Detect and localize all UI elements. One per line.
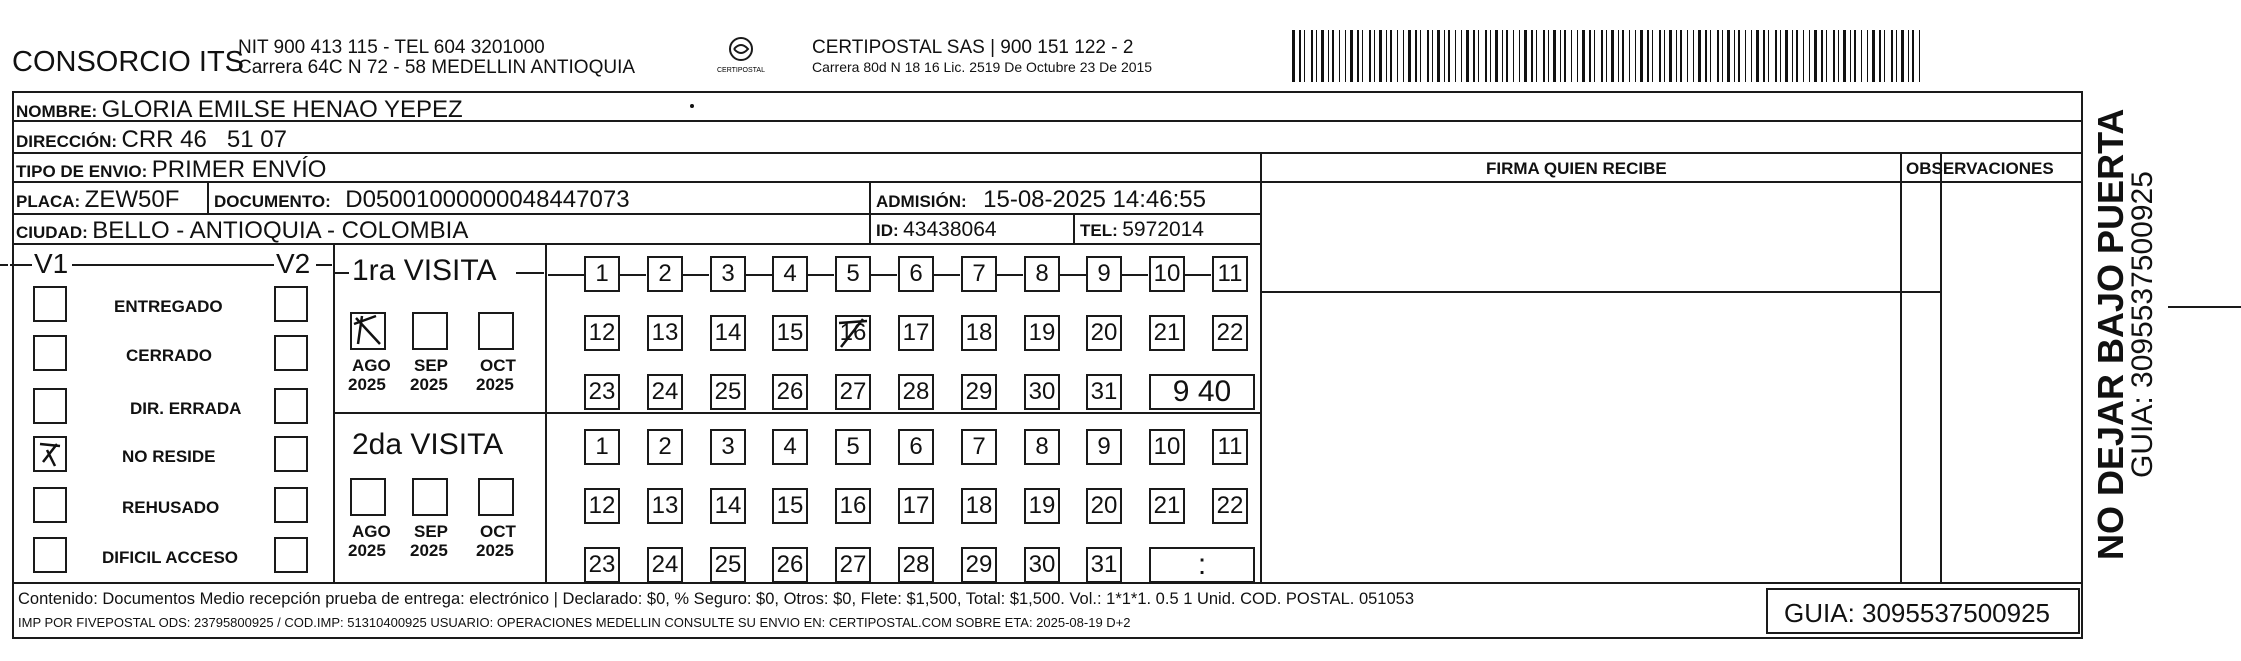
year-label: 2025 xyxy=(410,375,448,394)
v2-checkbox[interactable] xyxy=(274,286,308,322)
day-box[interactable]: 26 xyxy=(772,547,808,583)
v1-checkbox[interactable] xyxy=(33,436,67,472)
day-box[interactable]: 2 xyxy=(647,256,683,292)
month-checkbox[interactable] xyxy=(478,312,514,350)
month-label: SEP xyxy=(414,356,449,375)
tel-row xyxy=(1080,219,1204,240)
v1-checkbox[interactable] xyxy=(33,537,67,573)
day-box[interactable]: 15 xyxy=(772,488,808,524)
direccion-label: DIRECCIÓN: xyxy=(16,132,118,151)
day-dash xyxy=(1122,274,1148,276)
day-box[interactable]: 23 xyxy=(584,547,620,583)
dot-mark xyxy=(690,104,694,108)
day-box[interactable]: 22 xyxy=(1212,315,1248,351)
documento-value: D05001000000048447073 xyxy=(345,186,630,213)
day-box[interactable]: 9 xyxy=(1086,429,1122,465)
day-box[interactable]: 7 xyxy=(961,429,997,465)
day-dash xyxy=(1060,274,1086,276)
day-box[interactable]: 24 xyxy=(647,547,683,583)
month-label: AGO xyxy=(352,522,391,541)
day-box[interactable]: 18 xyxy=(961,488,997,524)
day-box[interactable]: 9 xyxy=(1086,256,1122,292)
placa-value: ZEW50F xyxy=(84,186,180,213)
admision-row xyxy=(876,188,1206,212)
direccion-value: CRR 46 51 07 xyxy=(121,126,287,153)
year-label: 2025 xyxy=(476,375,514,394)
day-box[interactable]: 5 xyxy=(835,256,871,292)
status-label: NO RESIDE xyxy=(122,447,216,466)
day-box[interactable]: 5 xyxy=(835,429,871,465)
month-checkbox[interactable] xyxy=(350,478,386,516)
day-box[interactable]: 10 xyxy=(1149,256,1185,292)
ciudad-value: BELLO - ANTIOQUIA - COLOMBIA xyxy=(92,217,469,244)
day-box[interactable]: 20 xyxy=(1086,315,1122,351)
certipostal-logo xyxy=(706,36,776,76)
year-label: 2025 xyxy=(410,541,448,560)
day-box[interactable]: 10 xyxy=(1149,429,1185,465)
status-label: ENTREGADO xyxy=(114,297,223,316)
month-checkbox[interactable] xyxy=(412,312,448,350)
side-guia: GUIA: 3095537500925 xyxy=(2126,171,2159,478)
day-box[interactable]: 7 xyxy=(961,256,997,292)
month-label: AGO xyxy=(352,356,391,375)
day-box[interactable]: 15 xyxy=(772,315,808,351)
day-box[interactable]: 11 xyxy=(1212,429,1248,465)
day-box[interactable]: 14 xyxy=(710,315,746,351)
day-box[interactable]: 28 xyxy=(898,374,934,410)
guia-box xyxy=(1766,588,2080,634)
day-box[interactable]: 8 xyxy=(1024,429,1060,465)
v2-checkbox[interactable] xyxy=(274,436,308,472)
company-address: Carrera 64C N 72 - 58 MEDELLIN ANTIOQUIA xyxy=(238,57,636,78)
v1-checkbox[interactable] xyxy=(33,388,67,424)
day-mark-icon xyxy=(837,317,869,349)
nombre-label: NOMBRE: xyxy=(16,102,98,121)
day-box[interactable]: 21 xyxy=(1149,315,1185,351)
day-box[interactable]: 16 xyxy=(835,315,871,351)
day-box[interactable]: 3 xyxy=(710,256,746,292)
day-dash xyxy=(934,274,960,276)
month-label: SEP xyxy=(414,522,449,541)
day-dash xyxy=(808,274,834,276)
ciudad-label: CIUDAD: xyxy=(16,223,88,242)
day-box[interactable]: 13 xyxy=(647,488,683,524)
v2-checkbox[interactable] xyxy=(274,335,308,371)
time-box[interactable]: 9 40 xyxy=(1149,374,1255,410)
second-visit-title: 2da VISITA xyxy=(352,428,504,461)
tipo-value: PRIMER ENVÍO xyxy=(151,156,327,183)
tipo-label: TIPO DE ENVIO: xyxy=(16,162,148,181)
logo-text: CERTIPOSTAL xyxy=(717,67,765,74)
first-visit-title: 1ra VISITA xyxy=(352,254,497,287)
nombre-value: GLORIA EMILSE HENAO YEPEZ xyxy=(101,96,463,123)
documento-row xyxy=(214,188,630,212)
day-box[interactable]: 3 xyxy=(710,429,746,465)
day-box[interactable]: 27 xyxy=(835,374,871,410)
v1-checkbox[interactable] xyxy=(33,487,67,523)
month-checkbox[interactable] xyxy=(350,312,386,350)
day-box[interactable]: 17 xyxy=(898,315,934,351)
status-label: CERRADO xyxy=(126,346,212,365)
placa-row xyxy=(16,188,179,212)
v2-checkbox[interactable] xyxy=(274,537,308,573)
barcode xyxy=(1292,30,1924,82)
day-box[interactable]: 13 xyxy=(647,315,683,351)
v2-checkbox[interactable] xyxy=(274,388,308,424)
carrier-name: CERTIPOSTAL SAS | 900 151 122 - 2 xyxy=(812,37,1134,58)
day-box[interactable]: 22 xyxy=(1212,488,1248,524)
direccion-row xyxy=(16,128,287,152)
day-box[interactable]: 4 xyxy=(772,429,808,465)
month-checkbox[interactable] xyxy=(478,478,514,516)
day-dash xyxy=(683,274,709,276)
day-box[interactable]: 29 xyxy=(961,374,997,410)
day-box[interactable]: 1 xyxy=(584,429,620,465)
company-name: CONSORCIO ITS xyxy=(12,46,245,78)
v2-checkbox[interactable] xyxy=(274,487,308,523)
day-box[interactable]: 25 xyxy=(710,374,746,410)
day-dash xyxy=(548,274,584,276)
footer-contenido: Contenido: Documentos Medio recepción prueba de entrega: electrónico | Declarado: $0, % Seguro: $0, Otros: $0, Flete: $1,500, Total: $1,500. Vol.: 1*1*1. 0.5 1 Unid. COD. POSTAL. 051053 xyxy=(18,590,1415,608)
status-label: REHUSADO xyxy=(122,498,220,517)
day-box[interactable]: 31 xyxy=(1086,374,1122,410)
year-label: 2025 xyxy=(348,375,386,394)
day-box[interactable]: 12 xyxy=(584,315,620,351)
day-box[interactable]: 28 xyxy=(898,547,934,583)
year-label: 2025 xyxy=(476,541,514,560)
status-label: DIR. ERRADA xyxy=(130,399,242,418)
month-label: OCT xyxy=(480,356,516,375)
month-label: OCT xyxy=(480,522,516,541)
status-label: DIFICIL ACCESO xyxy=(102,548,239,567)
month-checkbox[interactable] xyxy=(412,478,448,516)
day-box[interactable]: 19 xyxy=(1024,488,1060,524)
day-dash xyxy=(620,274,646,276)
carrier-address: Carrera 80d N 18 16 Lic. 2519 De Octubre 23 De 2015 xyxy=(812,59,1153,75)
day-box[interactable]: 27 xyxy=(835,547,871,583)
day-box[interactable]: 2 xyxy=(647,429,683,465)
day-dash xyxy=(997,274,1023,276)
v1-checkbox[interactable] xyxy=(33,286,67,322)
ciudad-row xyxy=(16,219,468,243)
v2-label: V2 xyxy=(276,248,311,279)
firma-header: FIRMA QUIEN RECIBE xyxy=(1486,159,1667,178)
day-box[interactable]: 24 xyxy=(647,374,683,410)
time-box[interactable]: : xyxy=(1149,547,1255,583)
day-box[interactable]: 4 xyxy=(772,256,808,292)
id-value: 43438064 xyxy=(903,218,997,241)
day-box[interactable]: 20 xyxy=(1086,488,1122,524)
id-label: ID: xyxy=(876,221,899,240)
day-box[interactable]: 23 xyxy=(584,374,620,410)
day-box[interactable]: 30 xyxy=(1024,374,1060,410)
no-dejar-bajo-puerta: NO DEJAR BAJO PUERTA xyxy=(2090,108,2131,560)
footer-imp: IMP POR FIVEPOSTAL ODS: 23795800925 / COD.IMP: 51310400925 USUARIO: OPERACIONES MEDELLIN CONSULTE SU ENVIO EN: CERTIPOSTAL.COM SOBRE ETA: 2025-08-19 D+2 xyxy=(18,615,1131,630)
day-box[interactable]: 6 xyxy=(898,256,934,292)
day-box[interactable]: 11 xyxy=(1212,256,1248,292)
guia-box-text: GUIA: 3095537500925 xyxy=(1784,598,2050,628)
observaciones-header: OBSERVACIONES xyxy=(1906,159,2054,178)
day-box[interactable]: 21 xyxy=(1149,488,1185,524)
day-box[interactable]: 8 xyxy=(1024,256,1060,292)
nombre-row xyxy=(16,98,463,122)
day-dash xyxy=(1185,274,1211,276)
day-box[interactable]: 26 xyxy=(772,374,808,410)
day-box[interactable]: 14 xyxy=(710,488,746,524)
v1-label: V1 xyxy=(34,248,69,279)
v1-checkbox[interactable] xyxy=(33,335,67,371)
admision-value: 15-08-2025 14:46:55 xyxy=(983,186,1206,213)
day-box[interactable]: 30 xyxy=(1024,547,1060,583)
day-box[interactable]: 1 xyxy=(584,256,620,292)
day-box[interactable]: 18 xyxy=(961,315,997,351)
id-row xyxy=(876,219,997,240)
day-box[interactable]: 19 xyxy=(1024,315,1060,351)
tel-value: 5972014 xyxy=(1122,218,1204,241)
day-box[interactable]: 25 xyxy=(710,547,746,583)
day-dash xyxy=(746,274,772,276)
day-box[interactable]: 6 xyxy=(898,429,934,465)
documento-label: DOCUMENTO: xyxy=(214,192,331,211)
day-box[interactable]: 31 xyxy=(1086,547,1122,583)
day-dash xyxy=(871,274,897,276)
admision-label: ADMISIÓN: xyxy=(876,192,967,211)
day-box[interactable]: 29 xyxy=(961,547,997,583)
tel-label: TEL: xyxy=(1080,221,1118,240)
tipo-row xyxy=(16,158,326,182)
company-nit: NIT 900 413 115 - TEL 604 3201000 xyxy=(238,37,545,58)
year-label: 2025 xyxy=(348,541,386,560)
day-box[interactable]: 16 xyxy=(835,488,871,524)
day-box[interactable]: 12 xyxy=(584,488,620,524)
day-box[interactable]: 17 xyxy=(898,488,934,524)
placa-label: PLACA: xyxy=(16,192,81,211)
